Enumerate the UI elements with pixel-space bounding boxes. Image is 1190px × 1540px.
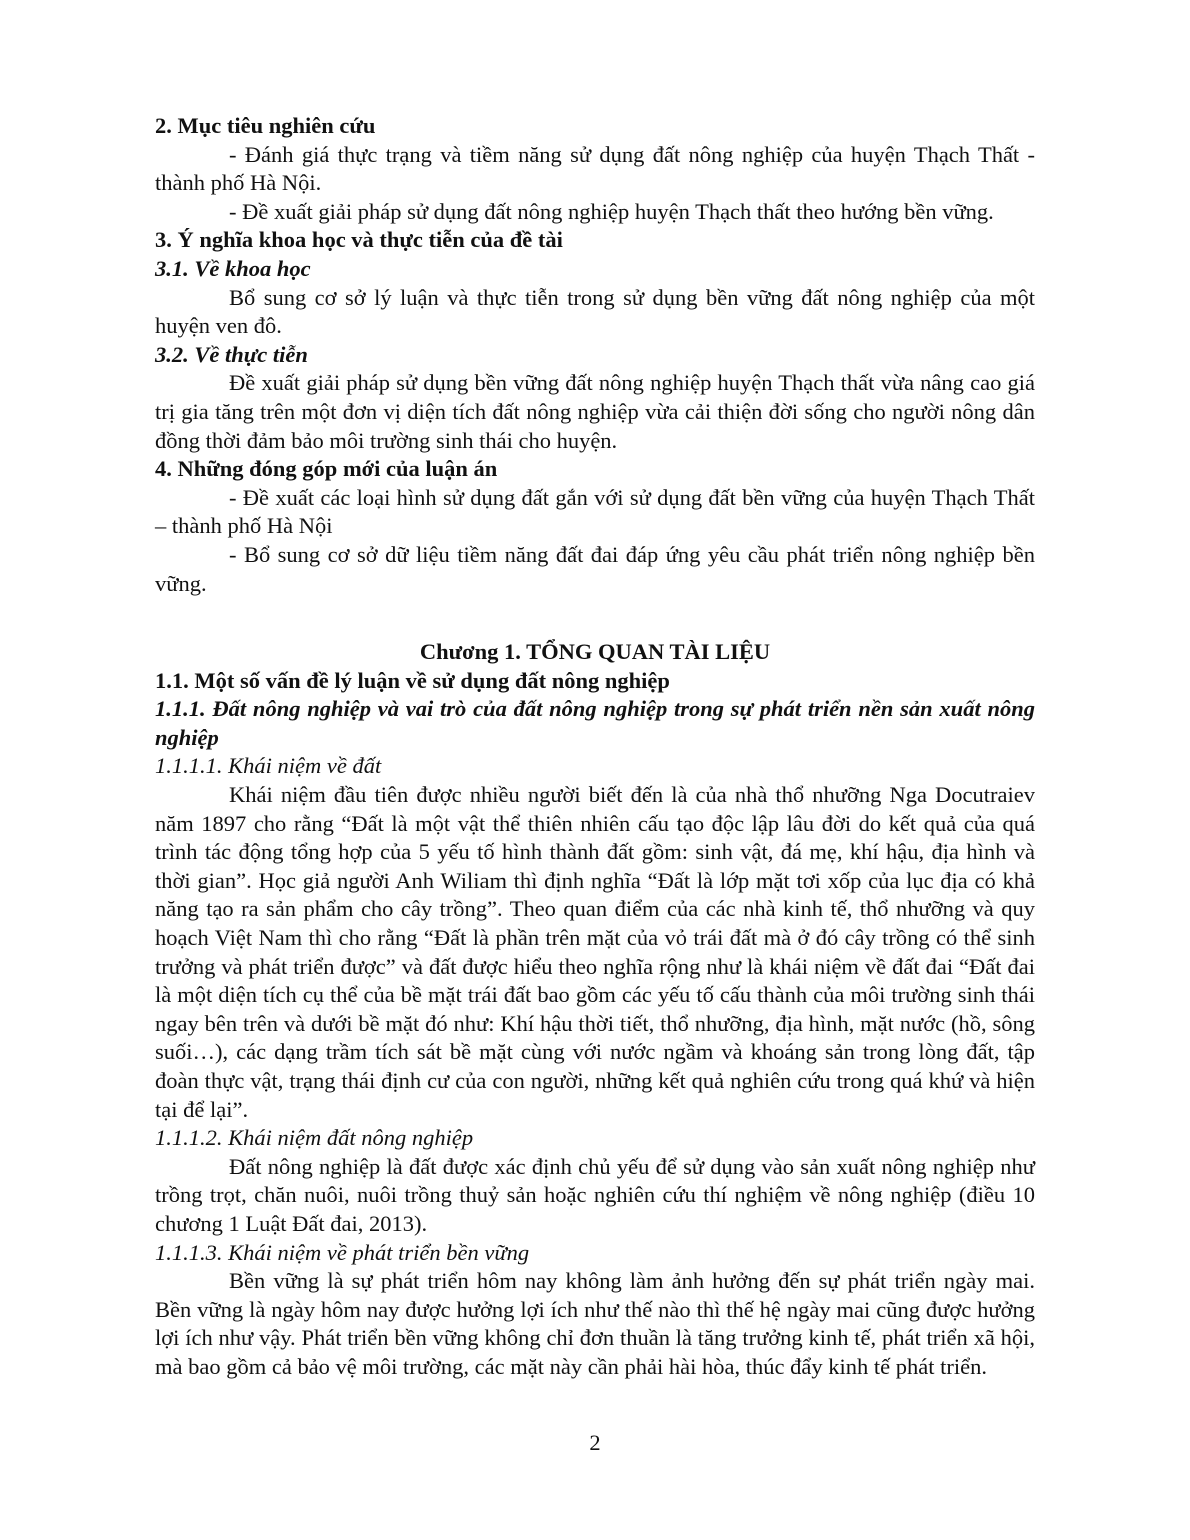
contribution-item-1: - Đề xuất các loại hình sử dụng đất gắn với sử dụng đất bền vững của huyện Thạch Thất – thành phố Hà Nội (155, 484, 1035, 539)
paragraph-sustainable-development: Bền vững là sự phát triển hôm nay không làm ảnh hưởng đến sự phát triển ngày mai. Bền vững là ngày hôm nay được hưởng lợi ích như thế nào thì thế hệ ngày mai cũng được hưởng lợi ích như vậy. Phát triển bền vững không chỉ đơn thuần là tăng trưởng kinh tế, phát triển xã hội, mà bao gồm cả bảo vệ môi trường, các mặt này cần phải hài hòa, thúc đẩy kinh tế phát triển. (155, 1268, 1035, 1379)
section-heading-research-objectives: 2. Mục tiêu nghiên cứu (155, 113, 376, 138)
page-number: 2 (589, 1430, 601, 1455)
heading-1-1-1-3: 1.1.1.3. Khái niệm về phát triển bền vững (155, 1239, 530, 1265)
heading-1-1: 1.1. Một số vấn đề lý luận về sử dụng đất nông nghiệp (155, 667, 670, 693)
heading-1-1-1-1: 1.1.1.1. Khái niệm về đất (155, 753, 382, 779)
paragraph-land-concept: Khái niệm đầu tiên được nhiều người biết đến là của nhà thổ nhưỡng Nga Docutraiev năm 1897 cho rằng “Đất là một vật thể thiên nhiên cấu tạo độc lập lâu đời do kết quả của quá trình tác động tổng hợp của 5 yếu tố hình thành đất gồm: sinh vật, đá mẹ, khí hậu, địa hình và thời gian”. Học giả người Anh Wiliam thì định nghĩa “Đất là lớp mặt tơi xốp của lục địa có khả năng tạo ra sản phẩm cho cây trồng”. Theo quan điểm của các nhà kinh tế, thổ nhưỡng và quy hoạch Việt Nam thì cho rằng “Đất là phần trên mặt của vỏ trái đất mà ở đó cây trồng có thể sinh trưởng và phát triển được” và đất được hiểu theo nghĩa rộng như là khái niệm về đất đai “Đất đai là một diện tích cụ thể của bề mặt trái đất bao gồm các yếu tố cấu thành của môi trường sinh thái ngay bên trên và dưới bề mặt đó như: Khí hậu thời tiết, thổ nhưỡng, địa hình, mặt nước (hồ, sông suối…), các dạng trầm tích sát bề mặt cùng với nước ngầm và khoáng sản trong lòng đất, tập đoàn thực vật, trạng thái định cư của con người, những kết quả nghiên cứu trong quá khứ và hiện tại để lại”. (155, 782, 1035, 1122)
subheading-practical: 3.2. Về thực tiễn (155, 341, 308, 367)
subheading-scientific: 3.1. Về khoa học (155, 255, 311, 281)
paragraph-practical: Đề xuất giải pháp sử dụng bền vững đất nông nghiệp huyện Thạch thất vừa nâng cao giá trị gia tăng trên một đơn vị diện tích đất nông nghiệp vừa cải thiện đời sống cho người nông dân đồng thời đảm bảo môi trường sinh thái cho huyện. (155, 370, 1035, 453)
chapter-title: Chương 1. TỔNG QUAN TÀI LIỆU (419, 639, 771, 665)
paragraph-scientific: Bổ sung cơ sở lý luận và thực tiễn trong sử dụng bền vững đất nông nghiệp của một huyện ven đô. (155, 284, 1035, 339)
objective-item-1: - Đánh giá thực trạng và tiềm năng sử dụng đất nông nghiệp của huyện Thạch Thất - thành phố Hà Nội. (155, 141, 1035, 196)
contribution-item-2: - Bổ sung cơ sở dữ liệu tiềm năng đất đai đáp ứng yêu cầu phát triển nông nghiệp bền vững. (155, 541, 1035, 596)
section-heading-significance: 3. Ý nghĩa khoa học và thực tiễn của đề tài (155, 227, 563, 253)
document-page (155, 112, 1035, 1382)
paragraph-agricultural-land: Đất nông nghiệp là đất được xác định chủ yếu để sử dụng vào sản xuất nông nghiệp như trồng trọt, chăn nuôi, nuôi trồng thuỷ sản hoặc nghiên cứu thí nghiệm về nông nghiệp (điều 10 chương 1 Luật Đất đai, 2013). (155, 1153, 1035, 1236)
objective-item-2: - Đề xuất giải pháp sử dụng đất nông nghiệp huyện Thạch thất theo hướng bền vững. (229, 198, 994, 224)
heading-1-1-1: 1.1.1. Đất nông nghiệp và vai trò của đất nông nghiệp trong sự phát triển nền sản xuất nông nghiệp (155, 696, 1035, 750)
heading-1-1-1-2: 1.1.1.2. Khái niệm đất nông nghiệp (155, 1125, 474, 1151)
section-heading-contributions: 4. Những đóng góp mới của luận án (155, 456, 498, 482)
